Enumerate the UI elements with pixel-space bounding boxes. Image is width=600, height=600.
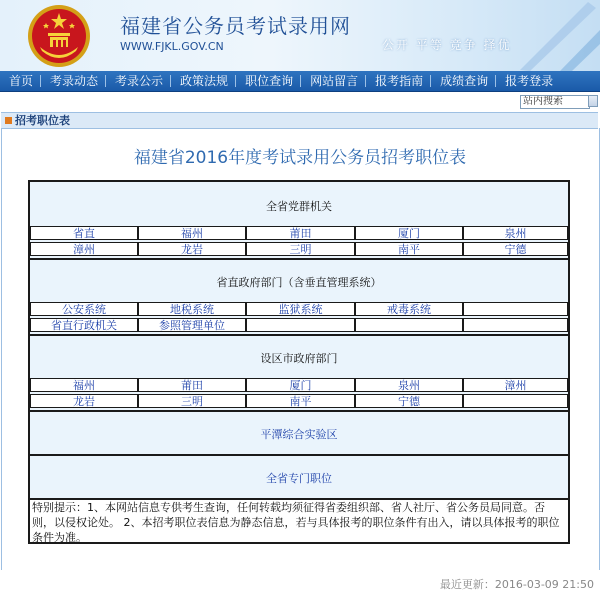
group-divider bbox=[30, 454, 568, 456]
link-party-fuzhou[interactable]: 福州 bbox=[138, 226, 246, 240]
group-divider bbox=[30, 258, 568, 260]
site-title: 福建省公务员考试录用网 bbox=[120, 14, 351, 38]
link-party-longyan[interactable]: 龙岩 bbox=[138, 242, 246, 256]
section-title: 招考职位表 bbox=[15, 114, 70, 127]
pen-decoration-icon bbox=[500, 0, 600, 71]
nav-guestbook[interactable]: 网站留言 bbox=[310, 74, 359, 88]
search-bar bbox=[0, 92, 600, 110]
gov-row-1 bbox=[30, 302, 568, 316]
national-emblem-icon bbox=[26, 3, 92, 69]
group-title-party: 全省党群机关 bbox=[266, 200, 332, 213]
link-city-fuzhou[interactable]: 福州 bbox=[30, 378, 138, 392]
empty-cell bbox=[463, 302, 568, 316]
link-pingtan[interactable]: 平潭综合实验区 bbox=[260, 428, 338, 441]
nav-position-search[interactable]: 职位查询 bbox=[245, 74, 294, 88]
gov-row-2 bbox=[30, 318, 568, 332]
link-gov-public-security[interactable]: 公安系统 bbox=[30, 302, 138, 316]
link-city-nanping[interactable]: 南平 bbox=[246, 394, 355, 408]
link-gov-admin-agencies[interactable]: 省直行政机关 bbox=[30, 318, 138, 332]
link-party-sanming[interactable]: 三明 bbox=[246, 242, 355, 256]
site-motto: 公开 平等 竞争 择优 bbox=[382, 38, 512, 52]
nav-policies[interactable]: 政策法规 bbox=[180, 74, 229, 88]
nav-score-query[interactable]: 成绩查询 bbox=[440, 74, 489, 88]
nav-login[interactable]: 报考登录 bbox=[505, 74, 554, 88]
page-title: 福建省2016年度考试录用公务员招考职位表 bbox=[133, 148, 467, 168]
party-row-1 bbox=[30, 226, 568, 240]
nav-exam-announcements[interactable]: 考录公示 bbox=[115, 74, 164, 88]
empty-cell bbox=[463, 394, 568, 408]
link-party-zhangzhou[interactable]: 漳州 bbox=[30, 242, 138, 256]
main-nav bbox=[0, 71, 600, 92]
link-party-nanping[interactable]: 南平 bbox=[355, 242, 463, 256]
nav-guide[interactable]: 报考指南 bbox=[375, 74, 424, 88]
group-divider bbox=[30, 410, 568, 412]
city-row-1 bbox=[30, 378, 568, 392]
special-notice: 特别提示：1、本网站信息专供考生查询，任何转载均须征得省委组织部、省人社厅、省公务员局同意。否则，以侵权论处。 2、本招考职位表信息为静态信息，若与具体报考的职位条件有出入，请以具体报考的职位条件为准。 bbox=[30, 498, 568, 542]
link-city-zhangzhou[interactable]: 漳州 bbox=[463, 378, 568, 392]
last-updated: 最近更新：2016-03-09 21:50 bbox=[439, 578, 594, 591]
party-row-2 bbox=[30, 242, 568, 256]
bullet-icon bbox=[5, 117, 12, 124]
group-divider bbox=[30, 334, 568, 336]
link-party-xiamen[interactable]: 厦门 bbox=[355, 226, 463, 240]
link-city-longyan[interactable]: 龙岩 bbox=[30, 394, 138, 408]
nav-exam-news[interactable]: 考录动态 bbox=[50, 74, 99, 88]
link-gov-rehab[interactable]: 戒毒系统 bbox=[355, 302, 463, 316]
link-gov-local-tax[interactable]: 地税系统 bbox=[138, 302, 246, 316]
link-gov-reference-units[interactable]: 参照管理单位 bbox=[138, 318, 246, 332]
link-party-putian[interactable]: 莆田 bbox=[246, 226, 355, 240]
search-button[interactable] bbox=[588, 95, 598, 107]
nav-home[interactable]: 首页 bbox=[9, 74, 34, 88]
positions-table bbox=[28, 180, 570, 544]
link-city-ningde[interactable]: 宁德 bbox=[355, 394, 463, 408]
link-city-quanzhou[interactable]: 泉州 bbox=[355, 378, 463, 392]
link-city-xiamen[interactable]: 厦门 bbox=[246, 378, 355, 392]
search-input[interactable]: 站内搜索 bbox=[520, 95, 590, 109]
group-title-city: 设区市政府部门 bbox=[260, 352, 338, 365]
empty-cell bbox=[355, 318, 463, 332]
link-gov-prison[interactable]: 监狱系统 bbox=[246, 302, 355, 316]
empty-cell bbox=[246, 318, 355, 332]
link-party-ningde[interactable]: 宁德 bbox=[463, 242, 568, 256]
city-row-2 bbox=[30, 394, 568, 408]
link-city-sanming[interactable]: 三明 bbox=[138, 394, 246, 408]
section-header bbox=[1, 112, 598, 129]
empty-cell bbox=[463, 318, 568, 332]
link-party-provincial[interactable]: 省直 bbox=[30, 226, 138, 240]
link-city-putian[interactable]: 莆田 bbox=[138, 378, 246, 392]
link-party-quanzhou[interactable]: 泉州 bbox=[463, 226, 568, 240]
group-title-government: 省直政府部门（含垂直管理系统） bbox=[216, 276, 382, 289]
header-banner bbox=[0, 0, 600, 71]
link-special-positions[interactable]: 全省专门职位 bbox=[266, 472, 332, 485]
site-url: WWW.FJKL.GOV.CN bbox=[120, 40, 224, 53]
